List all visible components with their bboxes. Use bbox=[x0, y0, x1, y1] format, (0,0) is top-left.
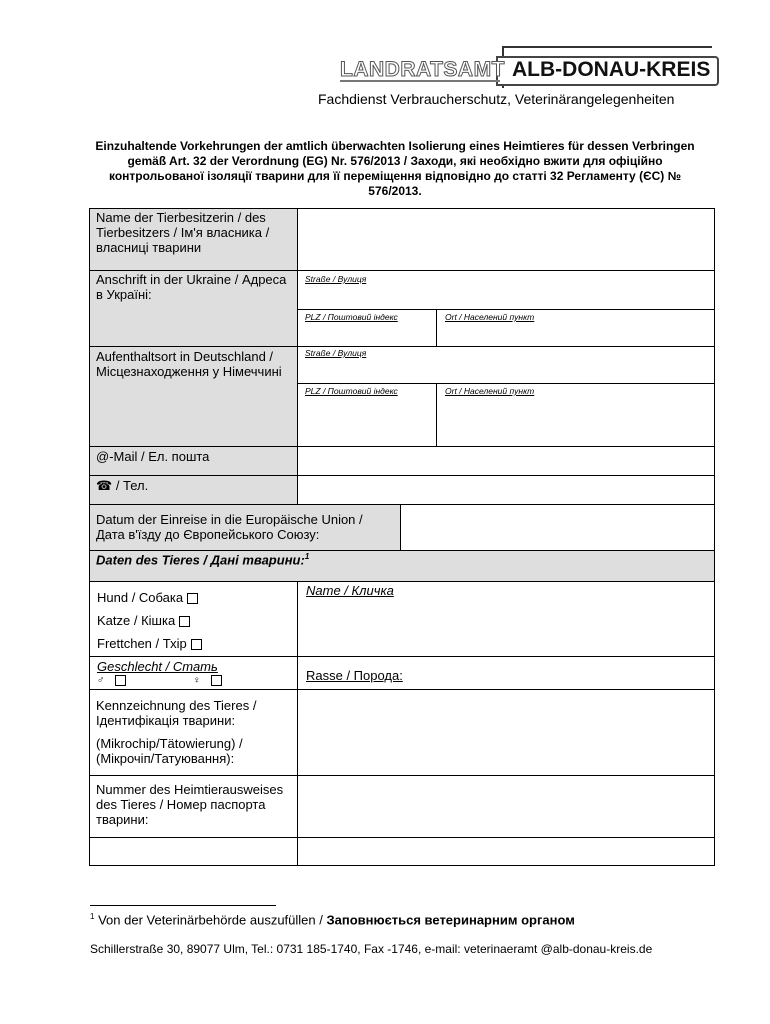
identification-label-cell bbox=[89, 689, 298, 776]
ferret-checkbox[interactable] bbox=[191, 639, 202, 650]
species-cell bbox=[89, 581, 298, 657]
animal-name-label: Name / Кличка bbox=[306, 583, 394, 598]
germany-street-field[interactable] bbox=[297, 346, 715, 384]
email-label: @-Mail / Ел. пошта bbox=[89, 446, 298, 476]
empty-field[interactable] bbox=[297, 837, 715, 866]
owner-name-field[interactable] bbox=[297, 208, 715, 271]
female-checkbox[interactable] bbox=[211, 675, 222, 686]
sex-female-option[interactable] bbox=[193, 675, 222, 686]
germany-city-field[interactable] bbox=[436, 383, 715, 447]
street-label: Straße / Вулиця bbox=[305, 274, 367, 284]
phone-label-text: / Тел. bbox=[115, 478, 149, 493]
logo-landratsamt: LANDRATSAMT bbox=[340, 58, 505, 81]
sex-label: Geschlecht / Стать bbox=[97, 659, 218, 674]
dog-label: Hund / Собака bbox=[97, 590, 184, 605]
sex-male-option[interactable] bbox=[97, 675, 126, 686]
germany-plz-field[interactable] bbox=[297, 383, 437, 447]
cat-checkbox[interactable] bbox=[179, 616, 190, 627]
phone-icon: ☎ bbox=[96, 478, 113, 493]
email-field[interactable] bbox=[297, 446, 715, 476]
species-ferret-option[interactable] bbox=[97, 636, 202, 651]
identification-label: Kennzeichnung des Tieres / Ідентифікація тварини: bbox=[96, 698, 257, 728]
owner-name-label: Name der Tierbesitzerin / des Tierbesitzers / Ім'я власника / власниці тварини bbox=[89, 208, 298, 271]
empty-label-cell bbox=[89, 837, 298, 866]
department-subtitle: Fachdienst Verbraucherschutz, Veterinärangelegenheiten bbox=[318, 91, 675, 107]
sex-cell bbox=[89, 656, 298, 690]
breed-field[interactable] bbox=[297, 656, 715, 690]
office-address: Schillerstraße 30, 89077 Ulm, Tel.: 0731 185-1740, Fax -1746, e-mail: veterinaeramt @alb-donau-kreis.de bbox=[90, 942, 653, 956]
logo-alb-donau-kreis: ALB-DONAU-KREIS bbox=[512, 58, 711, 81]
footnote-divider bbox=[90, 905, 276, 906]
phone-field[interactable] bbox=[297, 475, 715, 505]
female-symbol: ♀ bbox=[193, 675, 201, 687]
footnote-ref: 1 bbox=[304, 552, 310, 561]
address-ukraine-label: Anschrift in der Ukraine / Адреса в Україні: bbox=[89, 270, 298, 347]
identification-field[interactable] bbox=[297, 689, 715, 776]
species-dog-option[interactable] bbox=[97, 590, 198, 605]
city-label: Ort / Населений пункт bbox=[445, 386, 535, 396]
dog-checkbox[interactable] bbox=[187, 593, 198, 604]
residence-germany-label: Aufenthaltsort in Deutschland / Місцезнаходження у Німеччині bbox=[89, 346, 298, 447]
footnote-number: 1 bbox=[90, 912, 95, 921]
male-checkbox[interactable] bbox=[115, 675, 126, 686]
city-label: Ort / Населений пункт bbox=[445, 312, 535, 322]
ukraine-plz-field[interactable] bbox=[297, 309, 437, 347]
ferret-label: Frettchen / Тхір bbox=[97, 636, 187, 651]
cat-label: Katze / Кішка bbox=[97, 613, 176, 628]
animal-section-header bbox=[89, 550, 715, 582]
passport-number-field[interactable] bbox=[297, 775, 715, 838]
plz-label: PLZ / Поштовий індекс bbox=[305, 312, 398, 322]
plz-label: PLZ / Поштовий індекс bbox=[305, 386, 398, 396]
phone-label bbox=[89, 475, 298, 505]
identification-type-label: (Mikrochip/Tätowierung) / (Мікрочіп/Татуювання): bbox=[96, 736, 243, 766]
form-heading: Einzuhaltende Vorkehrungen der amtlich überwachten Isolierung eines Heimtieres für dessen Verbringen gemäß Art. 32 der Verordnung (EG) Nr. 576/2013 / Заходи, які необхідно вжити для офіційно контрольованої ізоляції тварини для її переміщення відповідно до статті 32 Регламенту (ЄС) № 576/2013. bbox=[95, 139, 695, 198]
street-label: Straße / Вулиця bbox=[305, 348, 367, 358]
breed-label: Rasse / Порода: bbox=[306, 668, 403, 683]
male-symbol: ♂ bbox=[97, 675, 105, 687]
footnote-german: Von der Veterinärbehörde auszufüllen / bbox=[98, 912, 323, 928]
footnote bbox=[90, 912, 575, 927]
animal-section-title: Daten des Tieres / Дані тварини: bbox=[96, 552, 305, 568]
species-cat-option[interactable] bbox=[97, 613, 190, 628]
ukraine-city-field[interactable] bbox=[436, 309, 715, 347]
animal-name-field[interactable] bbox=[297, 581, 715, 657]
footnote-ukrainian: Заповнюється ветеринарним органом bbox=[326, 912, 575, 928]
ukraine-street-field[interactable] bbox=[297, 270, 715, 310]
entry-date-label: Datum der Einreise in die Europäische Union / Дата в'їзду до Європейського Союзу: bbox=[89, 504, 401, 551]
entry-date-field[interactable] bbox=[400, 504, 715, 551]
passport-number-label: Nummer des Heimtierausweises des Tieres / Номер паспорта тварини: bbox=[89, 775, 298, 838]
